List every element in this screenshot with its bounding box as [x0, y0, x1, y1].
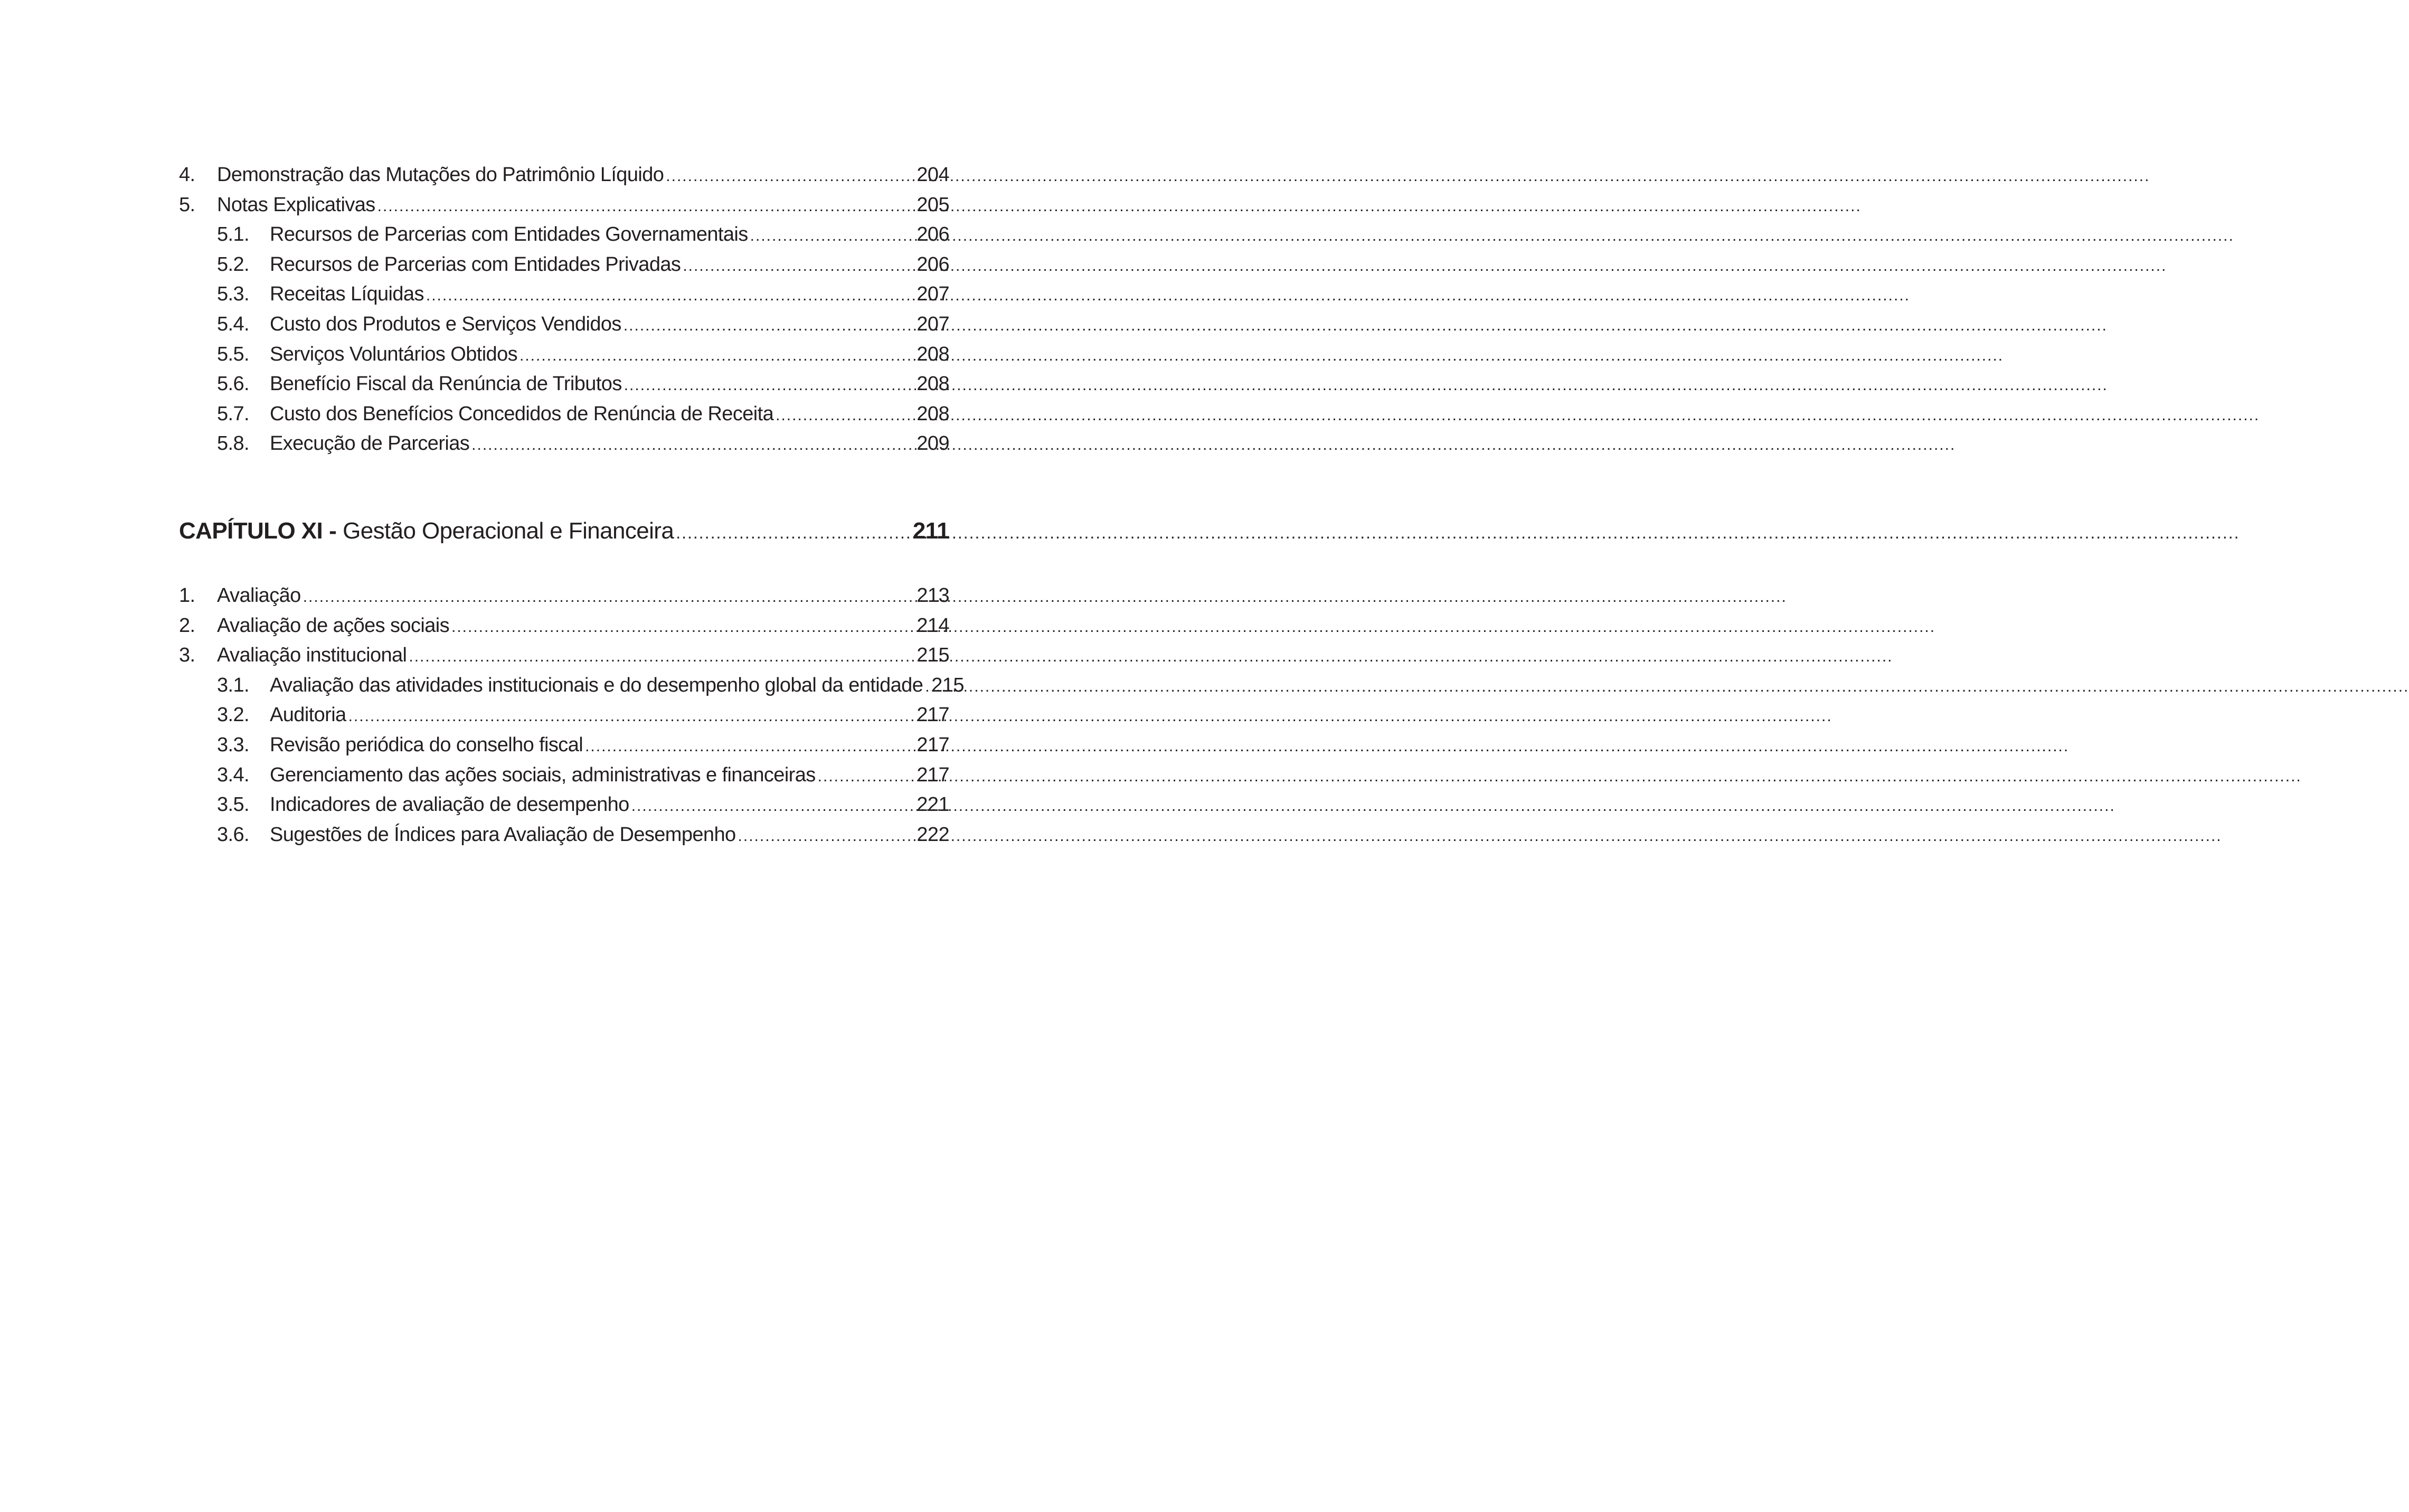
toc-entry-number: 3.1.: [217, 674, 249, 696]
toc-subentry[interactable]: [179, 369, 949, 399]
chapter-label: CAPÍTULO XI: [179, 518, 323, 544]
dot-leader: [471, 430, 915, 460]
toc-entry-title: Indicadores de avaliação de desempenho: [270, 793, 629, 816]
toc-entry-title: Custo dos Benefícios Concedidos de Renúncia de Receita: [270, 402, 774, 425]
toc-subentry[interactable]: [179, 250, 949, 280]
toc-entry-number: 1.: [179, 584, 195, 607]
toc-entry-number: 5.1.: [217, 223, 249, 246]
toc-section-notes: [179, 160, 949, 459]
toc-entry-number: 5.: [179, 193, 195, 216]
toc-subentry[interactable]: [179, 399, 949, 429]
dot-leader: [631, 791, 916, 821]
toc-subentry[interactable]: [179, 790, 949, 820]
toc-entry-number: 3.2.: [217, 704, 249, 726]
toc-subentry[interactable]: [179, 760, 949, 790]
chapter-heading: [179, 515, 949, 547]
dot-leader: [409, 642, 915, 672]
toc-subentry[interactable]: [179, 730, 949, 760]
toc-subentry[interactable]: [179, 700, 949, 730]
toc-entry-page: 217: [917, 733, 949, 756]
toc-entry-title: Execução de Parcerias: [270, 432, 470, 455]
toc-subentry[interactable]: [179, 279, 949, 309]
toc-subentry[interactable]: [179, 309, 949, 339]
toc-entry-page: 204: [917, 164, 949, 186]
toc-entry-page: 206: [917, 223, 949, 246]
toc-entry-page: 213: [917, 584, 949, 607]
dot-leader: [623, 311, 916, 341]
toc-entry-page: 214: [917, 614, 949, 637]
toc-entry-title: Benefício Fiscal da Renúncia de Tributos: [270, 373, 622, 395]
toc-entry-title: Avaliação: [217, 584, 301, 607]
toc-entry[interactable]: [179, 190, 949, 220]
toc-entry-page: 221: [917, 793, 949, 816]
chapter-separator: -: [329, 518, 337, 544]
dot-leader: [818, 762, 916, 792]
dot-leader: [451, 612, 915, 642]
toc-entry-number: 5.5.: [217, 343, 249, 365]
toc-entry[interactable]: [179, 581, 949, 611]
toc-entry[interactable]: [179, 611, 949, 641]
toc-entry-page: 217: [917, 704, 949, 726]
toc-entry-number: 4.: [179, 164, 195, 186]
toc-entry-page: 209: [917, 432, 949, 455]
toc-entry-page: 208: [917, 402, 949, 425]
toc-entry-number: 3.3.: [217, 733, 249, 756]
toc-entry-title: Recursos de Parcerias com Entidades Governamentais: [270, 223, 748, 246]
toc-entry-page: 207: [917, 313, 949, 335]
toc-entry-number: 5.8.: [217, 432, 249, 455]
chapter-entry[interactable]: [179, 515, 949, 547]
toc-entry-title: Avaliação das atividades institucionais e do desempenho global da entidade: [270, 674, 923, 696]
toc-entry-number: 5.7.: [217, 402, 249, 425]
toc-entry-title: Avaliação institucional: [217, 644, 407, 667]
chapter-title: Gestão Operacional e Financeira: [343, 518, 674, 544]
toc-entry-title: Notas Explicativas: [217, 193, 375, 216]
toc-subentry[interactable]: [179, 339, 949, 370]
dot-leader: [585, 732, 915, 762]
toc-entry-number: 5.2.: [217, 253, 249, 276]
toc-entry-title: Revisão periódica do conselho fiscal: [270, 733, 583, 756]
toc-entry-title: Serviços Voluntários Obtidos: [270, 343, 517, 365]
dot-leader: [666, 162, 915, 192]
toc-entry-page: 222: [917, 823, 949, 846]
toc-entry[interactable]: [179, 160, 949, 190]
toc-entry-page: 217: [917, 763, 949, 786]
toc-entry-title: Auditoria: [270, 704, 346, 726]
toc-entry-number: 3.: [179, 644, 195, 667]
dot-leader: [750, 221, 916, 251]
toc-entry-number: 5.3.: [217, 283, 249, 306]
toc-subentry[interactable]: [179, 820, 949, 850]
toc-entry-page: 215: [931, 674, 964, 696]
toc-entry-number: 2.: [179, 614, 195, 637]
dot-leader: [303, 582, 916, 612]
toc-entry-title: Sugestões de Índices para Avaliação de Desempenho: [270, 823, 736, 846]
toc-entry-title: Custo dos Produtos e Serviços Vendidos: [270, 313, 621, 335]
toc-entry-page: 206: [917, 253, 949, 276]
toc-entry-title: Demonstração das Mutações do Patrimônio Líquido: [217, 164, 664, 186]
toc-entry-number: 5.4.: [217, 313, 249, 335]
toc-entry-title: Gerenciamento das ações sociais, administrativas e financeiras: [270, 763, 816, 786]
toc-entry-page: 205: [917, 193, 949, 216]
dot-leader: [348, 702, 916, 732]
toc-entry-title: Avaliação de ações sociais: [217, 614, 449, 637]
toc-subentry[interactable]: [179, 429, 949, 459]
document-page: [0, 0, 1081, 1512]
dot-leader: [624, 371, 916, 401]
chapter-page: 211: [912, 518, 949, 544]
toc-entry-number: 3.5.: [217, 793, 249, 816]
toc-entry-title: Recursos de Parcerias com Entidades Privadas: [270, 253, 681, 276]
toc-entry-title: Receitas Líquidas: [270, 283, 424, 306]
dot-leader: [676, 517, 912, 549]
toc-entry-page: 207: [917, 283, 949, 306]
toc-entry-page: 208: [917, 343, 949, 365]
dot-leader: [426, 281, 916, 311]
dot-leader: [776, 401, 915, 431]
dot-leader: [925, 672, 930, 702]
dot-leader: [738, 821, 916, 852]
dot-leader: [683, 251, 915, 281]
toc-entry-page: 215: [917, 644, 949, 667]
toc-entry-number: 5.6.: [217, 373, 249, 395]
toc-entry[interactable]: [179, 640, 949, 670]
toc-entry-number: 3.4.: [217, 763, 249, 786]
toc-entry-number: 3.6.: [217, 823, 249, 846]
toc-entry-page: 208: [917, 373, 949, 395]
dot-leader: [519, 341, 915, 371]
toc-subentry[interactable]: [179, 670, 964, 701]
dot-leader: [377, 192, 916, 222]
toc-subentry[interactable]: [179, 220, 949, 250]
toc-section-evaluation: [179, 581, 964, 849]
